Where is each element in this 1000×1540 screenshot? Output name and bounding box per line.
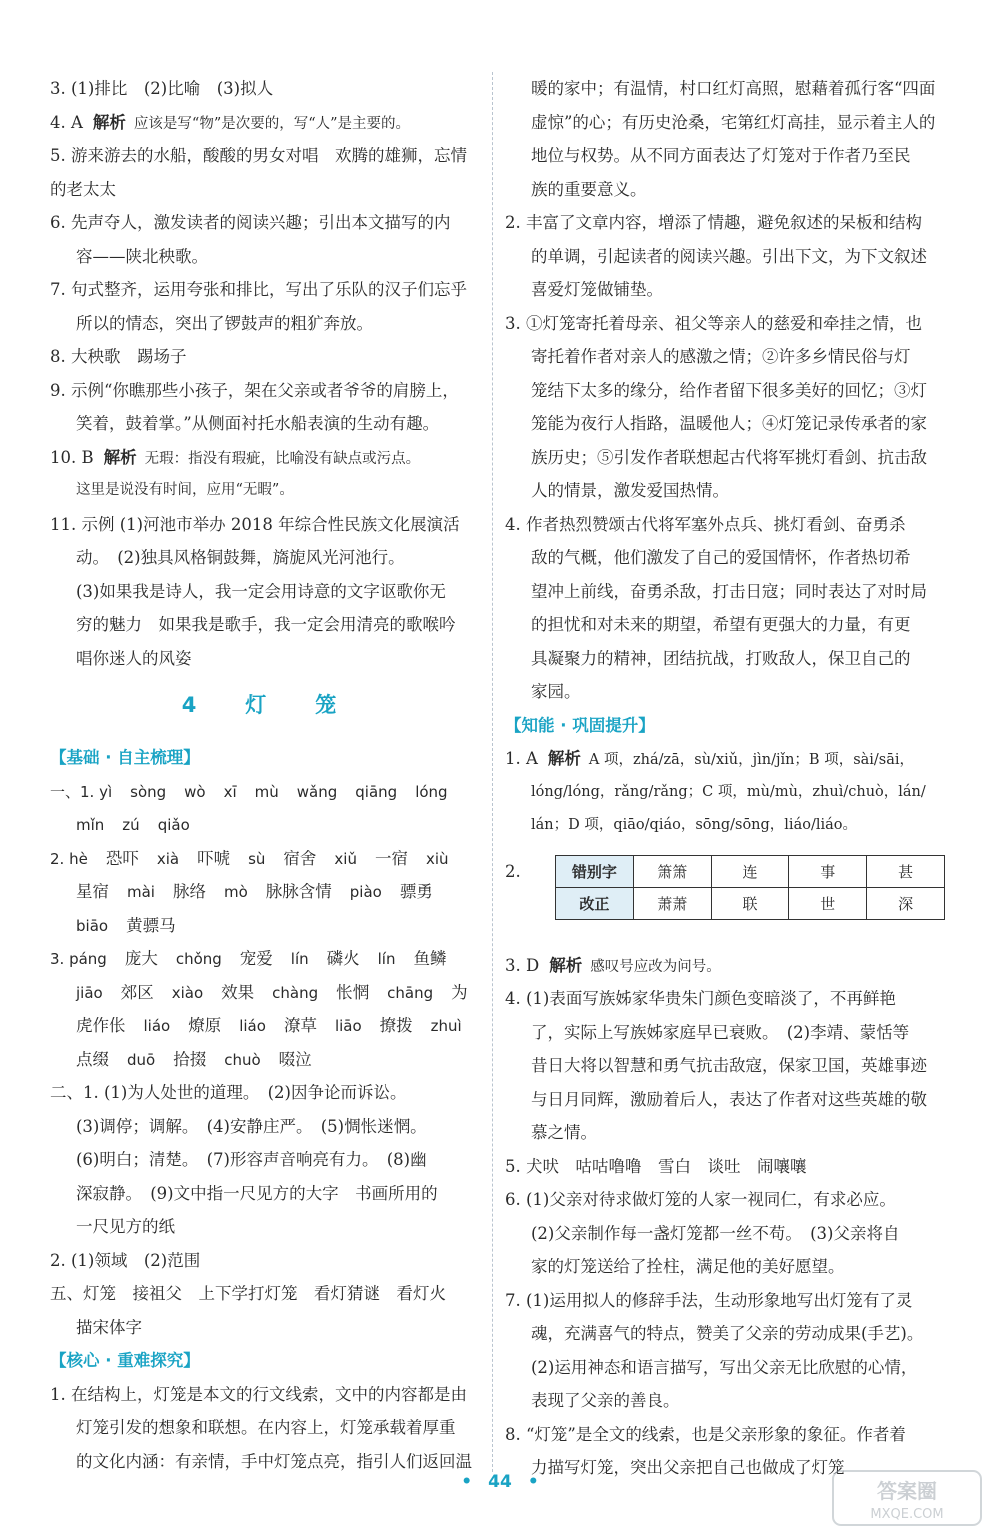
- answer-4: [50, 106, 482, 140]
- core-answer-3-line-1: 3. ①灯笼寄托着母亲、祖父等亲人的慈爱和牵挂之情，也: [505, 313, 922, 333]
- core-answer-1-line-6: 地位与权势。从不同方面表达了灯笼对于作者乃至民: [531, 146, 911, 165]
- practice-answer-4-line-2: 了，实际上写族姊家庭早已衰败。 (2)李靖、蒙恬等: [531, 1022, 910, 1042]
- practice-answer-8-line-2: 力描写灯笼，突出父亲把自己也做成了灯笼: [531, 1458, 845, 1477]
- core-answer-4-line-6: 家园。: [531, 682, 581, 701]
- core-answer-2-line-2: 的单调，引起读者的阅读兴趣。引出下文，为下文叙述: [531, 246, 927, 266]
- core-answer-4-line-5: 具凝聚力的精神，团结抗战，打败敌人，保卫自己的: [531, 648, 911, 668]
- practice-answer-2-number: 2.: [505, 861, 521, 881]
- practice-answer-4-line-4: 与日月同辉，激励着后人，表达了作者对这些英雄的敬: [531, 1089, 927, 1109]
- core-answer-1-line-1: 1. 在结构上，灯笼是本文的行文线索，文中的内容都是由: [50, 1384, 467, 1404]
- practice-answer-1-line-1: [505, 742, 945, 776]
- table-cell: 联: [711, 887, 789, 919]
- answer-11-line-2: 动。 (2)独具风格铜鼓舞，旖旎风光河池行。: [76, 548, 405, 567]
- section-heading-basics: 【基础 · 自主梳理】: [50, 748, 200, 767]
- practice-answer-6-line-1: 6. (1)父亲对待求做灯笼的人家一视同仁，有求必应。: [505, 1190, 896, 1209]
- table-cell: 世: [789, 887, 867, 919]
- analysis-label: 解析: [92, 112, 126, 132]
- practice-answer-1-choice: 1. A: [505, 749, 538, 768]
- practice-answer-6-line-2: (2)父亲制作每一盏灯笼都一丝不苟。 (3)父亲将自: [531, 1223, 900, 1243]
- answer-9-line-1: 9. 示例“你瞧那些小孩子，架在父亲或者爷爷的肩膀上，: [50, 380, 459, 400]
- practice-answer-4-line-5: 慕之情。: [531, 1123, 597, 1142]
- answer-4-note: 应该是写“物”是次要的，写“人”是主要的。: [133, 115, 411, 132]
- answer-7-line-2: 所以的情态，突出了锣鼓声的粗犷奔放。: [76, 313, 373, 333]
- practice-answer-7-line-1: 7. (1)运用拟人的修辞手法，生动形象地写出灯笼有了灵: [505, 1290, 913, 1310]
- core-answer-1-line-7: 族的重要意义。: [531, 179, 647, 199]
- right-column: [505, 72, 945, 1485]
- answer-8: 8. 大秧歌 踢场子: [50, 347, 187, 366]
- section-heading-practice: 【知能 · 巩固提升】: [505, 715, 655, 735]
- pinyin-q3-row-3: 虎作伥 liáo 燎原 liáo 潦草 liāo 撩拨 zhuì: [76, 1016, 462, 1035]
- definitions-line-6: 2. (1)领域 (2)范围: [50, 1250, 201, 1270]
- core-answer-1-line-5: 虚惊”的心；有历史沧桑，宅第红灯高挂，显示着主人的: [531, 112, 936, 132]
- table-cell: 萧萧: [633, 887, 711, 919]
- answer-9-line-2: 笑着，鼓着掌。”从侧面衬托水船表演的生动有趣。: [76, 414, 440, 433]
- answer-10-line-1: [50, 441, 482, 475]
- practice-answer-7-line-4: 表现了父亲的善良。: [531, 1391, 680, 1410]
- practice-answer-4-line-3: 昔日大将以智慧和勇气抗击敌寇，保家卫国，英雄事迹: [531, 1056, 927, 1075]
- answer-10-note: 无瑕：指没有瑕疵，比喻没有缺点或污点。: [144, 450, 421, 467]
- practice-answer-1-note: A 项，zhá/zā，sù/xiǔ，jìn/jǐn；B 项，sài/sāi，: [588, 752, 915, 768]
- answer-11-line-5: 唱你迷人的风姿: [76, 648, 192, 668]
- pinyin-q3-row-4: 点缀 duō 拾掇 chuò 啜泣: [76, 1049, 312, 1069]
- definitions-line-3: (6)明白；清楚。 (7)形容声音响亮有力。 (8)幽: [76, 1150, 427, 1169]
- practice-answer-7-line-2: 魂，充满喜气的特点，赞美了父亲的劳动成果(手艺)。: [531, 1324, 924, 1343]
- pinyin-q2-row-1: 2. hè 恐吓 xià 吓唬 sù 宿舍 xiǔ 一宿 xiù: [50, 848, 449, 868]
- answer-6-line-1: 6. 先声夺人，激发读者的阅读兴趣；引出本文描写的内: [50, 213, 451, 232]
- footer-dot-left: •: [461, 1472, 473, 1492]
- correction-table: [555, 855, 945, 920]
- core-answer-3-line-2: 寄托着作者对亲人的感激之情；②许多乡情民俗与灯: [531, 347, 911, 366]
- pinyin-row-1: 一、1. yì sòng wò xī mù wǎng qiāng lóng: [50, 782, 448, 801]
- left-column: [50, 72, 482, 1478]
- answer-11-line-4: 穷的魅力 如果我是歌手，我一定会用清亮的歌喉吟: [76, 615, 456, 634]
- core-answer-1-line-4: 暖的家中；有温情，村口红灯高照，慰藉着孤行客“四面: [531, 79, 936, 98]
- analysis-label: 解析: [549, 955, 583, 975]
- practice-answer-1-line-2: lóng/lóng，rǎng/rǎng；C 项，mù/mù，zhuì/chuò，lán/: [531, 783, 926, 800]
- section-five-line-1: 五、灯笼 接祖父 上下学打灯笼 看灯猜谜 看灯火: [50, 1284, 446, 1303]
- svg-text:MXQE.COM: MXQE.COM: [870, 1507, 944, 1522]
- core-answer-3-line-4: 笼能为夜行人指路，温暖他人；④灯笼记录传承者的家: [531, 414, 927, 433]
- practice-answer-5: 5. 犬吠 咕咕噜噜 雪白 谈吐 闹嚷嚷: [505, 1156, 807, 1176]
- practice-answer-3: [505, 949, 945, 983]
- answer-5-line-2: 的老太太: [50, 179, 116, 199]
- column-divider: [492, 72, 493, 1472]
- practice-answer-3-note: 感叹号应改为问号。: [590, 958, 721, 975]
- practice-answer-4-line-1: 4. (1)表面写族姊家华贵朱门颜色变暗淡了，不再鲜艳: [505, 989, 896, 1008]
- core-answer-1-line-3: 的文化内涵：有亲情，手中灯笼点亮，指引人们返回温: [76, 1451, 472, 1471]
- answer-6-line-2: 容——陕北秧歌。: [76, 246, 208, 266]
- practice-answer-3-choice: 3. D: [505, 955, 540, 975]
- lesson-title: 4 灯 笼: [181, 693, 351, 717]
- practice-answer-7-line-3: (2)运用神态和语言描写，写出父亲无比欣慰的心情，: [531, 1357, 918, 1377]
- table-cell: 事: [789, 855, 867, 887]
- svg-text:答案圈: 答案圈: [877, 1479, 937, 1503]
- core-answer-4-line-3: 望冲上前线，奋勇杀敌，打击日寇；同时表达了对时局: [531, 581, 927, 601]
- answer-4-choice: 4. A: [50, 112, 83, 132]
- answer-10-choice: 10. B: [50, 447, 94, 467]
- core-answer-4-line-1: 4. 作者热烈赞颂古代将军塞外点兵、挑灯看剑、奋勇杀: [505, 514, 906, 534]
- analysis-label: 解析: [547, 749, 581, 768]
- pinyin-q3-row-1: 3. páng 庞大 chǒng 宠爱 lín 磷火 lín 鱼鳞: [50, 949, 447, 968]
- pinyin-q2-row-3: biāo 黄骠马: [76, 915, 176, 935]
- core-answer-4-line-4: 的担忧和对未来的期望，希望有更强大的力量，有更: [531, 615, 911, 634]
- definitions-line-5: 一尺见方的纸: [76, 1217, 175, 1236]
- core-answer-1-line-2: 灯笼引发的想象和联想。在内容上，灯笼承载着厚重: [76, 1418, 456, 1437]
- table-row: [556, 887, 945, 919]
- practice-answer-8-line-1: 8. “灯笼”是全文的线索，也是父亲形象的象征。作者着: [505, 1424, 906, 1444]
- pinyin-q3-row-2: jiāo 郊区 xiào 效果 chàng 怅惘 chāng 为: [76, 982, 468, 1002]
- core-answer-3-line-3: 笼结下太多的缘分，给作者留下很多美好的回忆；③灯: [531, 380, 927, 400]
- answer-3: 3. (1)排比 (2)比喻 (3)拟人: [50, 79, 274, 98]
- answer-5-line-1: 5. 游来游去的水船，酸酸的男女对唱 欢腾的雄狮，忘情: [50, 146, 467, 165]
- footer-dot-right: •: [527, 1472, 539, 1492]
- practice-answer-6-line-3: 家的灯笼送给了拴柱，满足他的美好愿望。: [531, 1257, 845, 1276]
- table-cell: 深: [867, 887, 945, 919]
- table-row: [556, 855, 945, 887]
- table-cell: 连: [711, 855, 789, 887]
- section-heading-core: 【核心 · 重难探究】: [50, 1351, 200, 1370]
- definitions-line-4: 深寂静。 (9)文中指一尺见方的大字 书画所用的: [76, 1183, 438, 1203]
- core-answer-3-line-6: 人的情景，激发爱国热情。: [531, 481, 729, 500]
- definitions-line-2: (3)调停；调解。 (4)安静庄严。 (5)惆怅迷惘。: [76, 1116, 427, 1136]
- section-five-line-2: 描宋体字: [76, 1317, 142, 1337]
- core-answer-2-line-3: 喜爱灯笼做铺垫。: [531, 280, 663, 299]
- practice-answer-2: [505, 855, 945, 949]
- analysis-label: 解析: [103, 447, 137, 467]
- answer-10-line-2: 这里是说没有时间，应用“无暇”。: [76, 482, 294, 498]
- core-answer-2-line-1: 2. 丰富了文章内容，增添了情趣，避免叙述的呆板和结构: [505, 213, 922, 232]
- watermark-logo: [832, 1470, 982, 1526]
- table-cell: 甚: [867, 855, 945, 887]
- answer-7-line-1: 7. 句式整齐，运用夸张和排比，写出了乐队的汉子们忘乎: [50, 280, 467, 299]
- pinyin-q2-row-2: 星宿 mài 脉络 mò 脉脉含情 piào 骠勇: [76, 882, 433, 901]
- answer-11-line-3: (3)如果我是诗人，我一定会用诗意的文字讴歌你无: [76, 581, 446, 601]
- answer-11-line-1: 11. 示例 (1)河池市举办 2018 年综合性民族文化展演活: [50, 514, 460, 534]
- pinyin-row-2: mǐn zú qiǎo: [76, 816, 190, 834]
- practice-answer-1-line-3: lán；D 项，qiāo/qiáo，sōng/sōng，liáo/liáo。: [531, 817, 857, 833]
- core-answer-3-line-5: 族历史；⑤引发作者联想起古代将军挑灯看剑、抗击敌: [531, 447, 927, 467]
- table-cell: 箫箫: [633, 855, 711, 887]
- core-answer-4-line-2: 敌的气概，他们激发了自己的爱国情怀，作者热切希: [531, 548, 911, 567]
- table-cell: 改正: [556, 887, 634, 919]
- table-cell: 错别字: [556, 855, 634, 887]
- page-number: 44: [488, 1472, 512, 1492]
- definitions-line-1: 二、1. (1)为人处世的道理。 (2)因争论而诉讼。: [50, 1083, 407, 1102]
